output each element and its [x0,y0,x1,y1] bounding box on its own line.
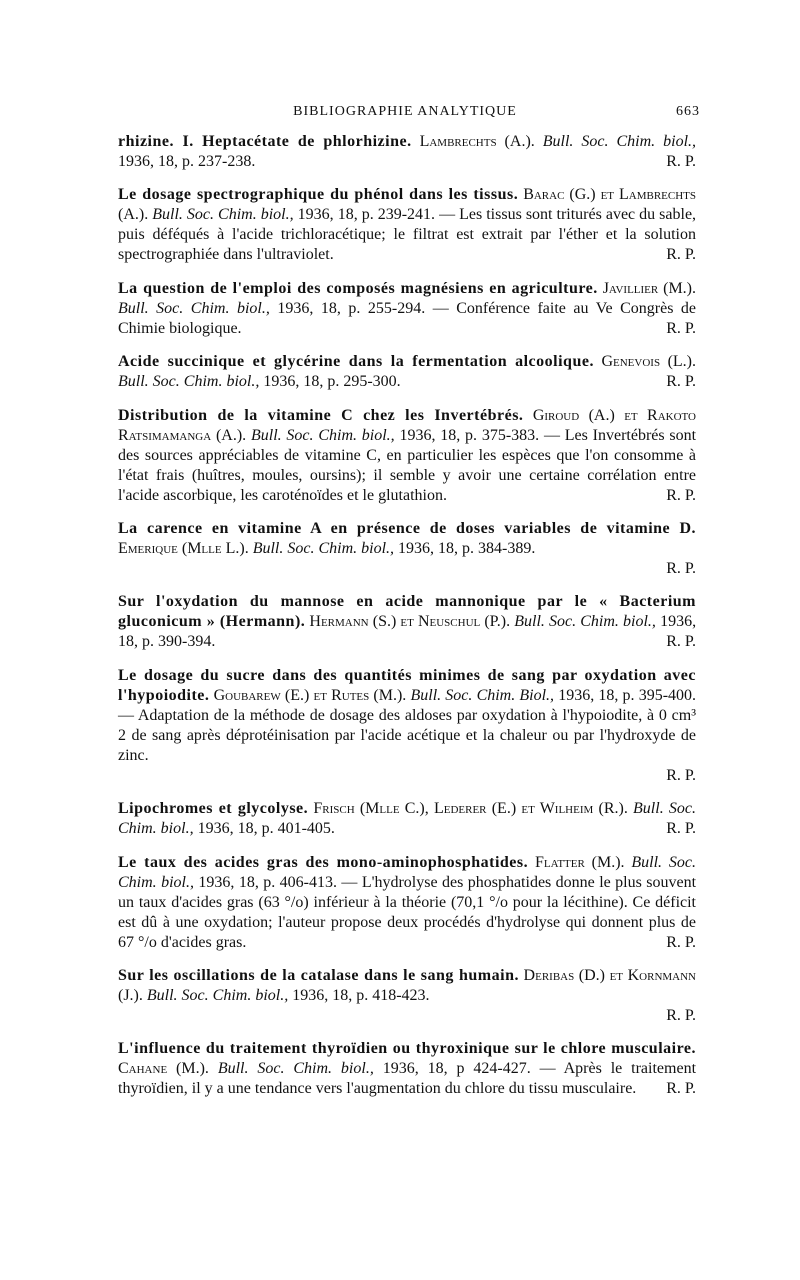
entry-abstract: Les Invertébrés sont des sources appréciables de vitamine C, en particulier les espèces que l'on consomme à l'état frais (huîtres, moules, oursins); il semble y avoir une certaine corrélation entre l'acide ascorbique, les caroténoïdes et le glutathion. [118,426,697,504]
entry-signature: R. P. [666,559,696,577]
bibliography-entry [118,406,696,506]
running-head-title: BIBLIOGRAPHIE ANALYTIQUE [293,104,517,119]
bibliography-entry [118,519,696,579]
entry-title: Acide succinique et glycérine dans la fermentation alcoolique. [118,353,594,371]
entry-journal: Bull. Soc. Chim. biol., [542,133,697,150]
entry-authors: Deribas (D.) et Kornmann (J.). [118,966,696,1004]
entry-journal: Bull. Soc. Chim. Biol., [410,686,555,704]
entry-signature: R. P. [666,1080,696,1098]
entry-authors: Emerique (Mlle L.). [118,539,249,557]
entry-journal: Bull. Soc. Chim. biol., [217,1060,374,1078]
entry-authors: Javillier (M.). [602,279,697,297]
bibliography-entry [118,592,696,652]
entry-authors: Lambrechts (A.). [419,133,535,150]
bibliography-entry [118,966,696,1026]
entry-authors: Hermann (S.) et Neuschul (P.). [309,613,511,631]
entry-authors: Frisch (Mlle C.), Lederer (E.) et Wilheim (R.). [313,800,628,818]
entry-publication: 1936, 18, p. 418-423. [292,986,430,1004]
entry-journal: Bull. Soc. Chim. biol., [152,206,294,224]
entry-abstract: Conférence faite au Ve Congrès de Chimie biologique. [118,299,697,337]
entry-signature: R. P. [666,933,696,951]
entry-title: Lipochromes et glycolyse. [118,800,309,818]
entry-abstract: Les tissus sont triturés avec du sable, puis déféqués à l'acide trichloracétique; le filtrat est extrait par l'éther et la solution spectrographiée dans l'ultraviolet. [118,206,697,264]
entry-signature: R. P. [666,246,696,264]
entry-title: Sur l'oxydation du mannose en acide mannonique par le « Bacterium gluconicum » (Hermann). [118,593,696,631]
entry-publication: 1936, 18, p. 375-383. — [399,426,560,444]
entry-publication: 1936, 18, p 424-427. — [382,1060,556,1078]
entry-signature: R. P. [666,373,696,391]
bibliography-entry [118,132,696,172]
entry-publication: 1936, 18, p. 239-241. — [297,206,456,224]
running-head [110,104,700,124]
entry-signature: R. P. [666,766,696,784]
entry-title: La question de l'emploi des composés magnésiens en agriculture. [118,279,598,297]
bibliography-entry [118,279,696,339]
bibliography-entry [118,799,696,839]
entry-journal: Bull. Soc. Chim. biol., [146,986,289,1004]
entry-journal: Bull. Soc. Chim. biol., [118,373,260,391]
entry-signature: R. P. [666,1006,696,1024]
bibliography-entry [118,853,696,953]
entry-publication: 1936, 18, p. 390-394. [118,613,697,651]
entry-authors: Genevois (L.). [601,353,697,371]
entry-journal: Bull. Soc. Chim. biol., [514,613,656,631]
entry-title: La carence en vitamine A en présence de doses variables de vitamine D. [118,519,696,537]
entry-publication: 1936, 18, p. 255-294. — [277,299,449,317]
entry-publication: 1936, 18, p. 295-300. [263,373,401,391]
entry-publication: 1936, 18, p. 401-405. [197,820,335,838]
entry-journal: Bull. Soc. Chim. biol., [118,299,270,317]
bibliography-entry [118,185,696,265]
entry-authors: Cahane (M.). [118,1060,209,1078]
bibliography-entry [118,1039,696,1099]
entry-publication: 1936, 18, p. 237-238. [118,153,256,170]
entry-abstract: Adaptation de la méthode de dosage des aldoses par oxydation à l'hypoiodite, à 0 cm³ 2 de sang après déprotéinisation par l'acide acétique et la chaleur ou par l'hydroxyde de zinc. [118,706,696,764]
entry-title: Le dosage spectrographique du phénol dans les tissus. [118,186,519,204]
entry-authors: Barac (G.) et Lambrechts (A.). [118,186,696,224]
entry-journal: Bull. Soc. Chim. biol., [118,853,696,891]
bibliography-entries [118,132,696,1113]
entry-signature: R. P. [666,153,696,170]
entry-title: L'influence du traitement thyroïdien ou thyroxinique sur le chlore musculaire. [118,1040,696,1058]
entry-title: Le taux des acides gras des mono-aminophosphatides. [118,853,529,871]
entry-title: Le dosage du sucre dans des quantités minimes de sang par oxydation avec l'hypoiodite. [118,666,696,704]
entry-publication: 1936, 18, p. 395-400. — [118,686,697,724]
entry-publication: 1936, 18, p. 406-413. — [198,873,358,891]
entry-title: rhizine. I. Heptacétate de phlorhizine. [118,133,412,150]
page-number: 663 [676,104,700,119]
entry-journal: Bull. Soc. Chim. biol., [252,539,395,557]
entry-journal: Bull. Soc. Chim. biol., [118,800,696,838]
entry-publication: 1936, 18, p. 384-389. [398,539,536,557]
entry-journal: Bull. Soc. Chim. biol., [250,426,395,444]
entry-authors: Goubarew (E.) et Rutes (M.). [213,686,407,704]
entry-abstract: L'hydrolyse des phosphatides donne le plus souvent un taux d'acides gras (63 °/o) inférieur à la théorie (70,1 °/o pour la lécithine). Ce déficit est dû à une oxydation; l'auteur propose deux procédés d'hydrolyse qui donnent plus de 67 °/o d'acides gras. [118,873,697,951]
entry-authors: Giroud (A.) et Rakoto Ratsimamanga (A.). [118,406,696,444]
entry-signature: R. P. [666,486,696,504]
entry-abstract: Après le traitement thyroïdien, il y a une tendance vers l'augmentation du chlore du tissu musculaire. [118,1060,697,1098]
bibliography-entry [118,352,696,392]
entry-signature: R. P. [666,319,696,337]
entry-authors: Flatter (M.). [534,853,625,871]
entry-title: Sur les oscillations de la catalase dans le sang humain. [118,966,519,984]
entry-signature: R. P. [666,820,696,838]
bibliography-entry [118,666,696,786]
entry-title: Distribution de la vitamine C chez les Invertébrés. [118,406,524,424]
entry-signature: R. P. [666,633,696,651]
